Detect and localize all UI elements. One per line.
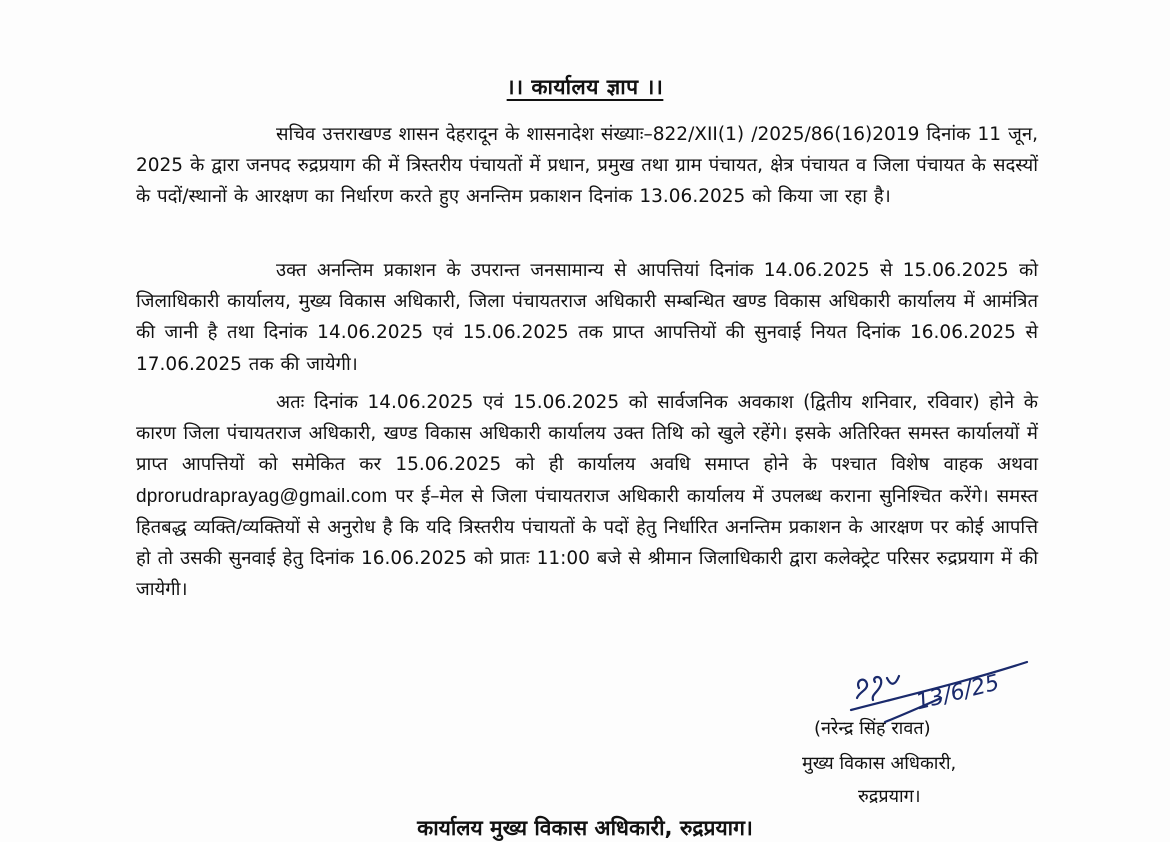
office-footer: कार्यालय मुख्य विकास अधिकारी, रुद्रप्रयाग। — [417, 816, 753, 840]
memo-title: ।। कार्यालय ज्ञाप ।। — [506, 75, 664, 99]
paragraph-notification-text: सचिव उत्तराखण्ड शासन देहरादून के शासनादेश संख्याः–822/XII(1) /2025/86(16)2019 दिनांक 11 जून, 2025 के द्वारा जनपद रुद्रप्रयाग की में त्रिस्तरीय पंचायतों में प्रधान, प्रमुख तथा ग्राम पंचायत, क्षेत्र पंचायत व जिला पंचायत के सदस्यों के पदों/स्थानों के आरक्षण का निर्धारण करते हुए अनन्तिम प्रकाशन दिनांक 13.06.2025 को किया जा रहा है। — [136, 124, 1038, 208]
paragraph-holiday-text-b: पर ई–मेल से जिला पंचायतराज अधिकारी कार्यालय में उपलब्ध कराना सुनिश्चित करेंगे। समस्त हितबद्ध व्यक्ति/व्यक्तियों से अनुरोध है कि यदि त्रिस्तरीय पंचायतों के पदों हेतु निर्धारित अनन्तिम प्रकाशन के आरक्षण पर कोई आपत्ति हो तो उसकी सुनवाई हेतु दिनांक 16.06.2025 को प्रातः 11:00 बजे से श्रीमान जिलाधिकारी द्वारा कलेक्ट्रेट परिसर रुद्रप्रयाग में की जायेगी। — [136, 485, 1038, 601]
paragraph-objections — [136, 255, 1038, 380]
paragraph-objections-text: उक्त अनन्तिम प्रकाशन के उपरान्त जनसामान्य से आपत्तियां दिनांक 14.06.2025 से 15.06.2025 को जिलाधिकारी कार्यालय, मुख्य विकास अधिकारी, जिला पंचायतराज अधिकारी सम्बन्धित खण्ड विकास अधिकारी कार्यालय में आमंत्रित की जानी है तथा दिनांक 14.06.2025 एवं 15.06.2025 तक प्राप्त आपत्तियों की सुनवाई नियत दिनांक 16.06.2025 से 17.06.2025 तक की जायेगी। — [136, 260, 1038, 375]
paragraph-notification — [136, 119, 1038, 213]
signatory-designation: मुख्य विकास अधिकारी, — [802, 753, 957, 774]
paragraph-holiday-text-a: अतः दिनांक 14.06.2025 एवं 15.06.2025 को सार्वजनिक अवकाश (द्वितीय शनिवार, रविवार) होने के कारण जिला पंचायतराज अधिकारी, खण्ड विकास अधिकारी कार्यालय उक्त तिथि को खुले रहेंगे। इसके अतिरिक्त समस्त कार्यालयों में प्राप्त आपत्तियों को समेकित कर 15.06.2025 को ही कार्यालय अवधि समाप्त होने के पश्चात विशेष वाहक अथवा — [136, 392, 1038, 476]
paragraph-holiday-hearing — [136, 387, 1038, 605]
signatory-name: (नरेन्द्र सिंह रावत) — [814, 718, 931, 739]
email-address[interactable]: dprorudraprayag@gmail.com — [136, 485, 388, 507]
signature-date: 13/6/25 — [913, 670, 1002, 716]
signatory-place: रुद्रप्रयाग। — [858, 786, 921, 807]
